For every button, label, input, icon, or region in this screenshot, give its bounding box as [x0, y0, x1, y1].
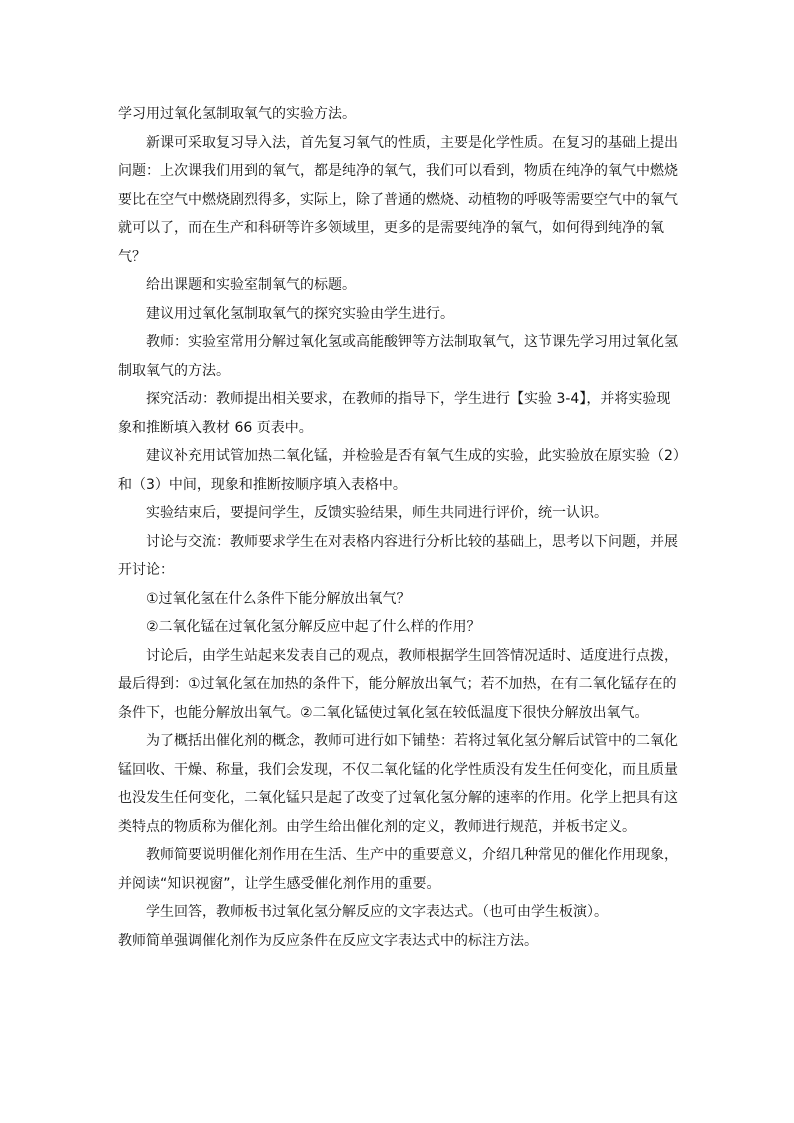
paragraph: 教师：实验室常用分解过氧化氢或高能酸钾等方法制取氧气，这节课先学习用过氧化氢制取氧气的方法。 [118, 334, 678, 379]
paragraph: 学生回答，教师板书过氧化氢分解反应的文字表达式。（也可由学生板演）。 [146, 904, 608, 920]
paragraph: 实验结束后，要提问学生，反馈实验结果，师生共同进行评价，统一认识。 [146, 505, 608, 521]
paragraph: 建议补充用试管加热二氧化锰，并检验是否有氧气生成的实验，此实验放在原实验（2）和（3）中间，现象和推断按顺序填入表格中。 [118, 448, 680, 493]
paragraph: 探究活动：教师提出相关要求，在教师的指导下，学生进行【实验 3-4】，并将实验现象和推断填入教材 66 页表中。 [118, 391, 671, 436]
question-item: ①过氧化氢在什么条件下能分解放出氧气？ [146, 590, 411, 607]
document-body [118, 100, 680, 955]
paragraph: 学习用过氧化氢制取氧气的实验方法。 [118, 106, 356, 122]
paragraph: 为了概括出催化剂的概念，教师可进行如下铺垫：若将过氧化氢分解后试管中的二氧化锰回收、干燥、称量，我们会发现，不仅二氧化锰的化学性质没有发生任何变化，而且质量也没发生任何变化，二氧化锰只是起了改变了过氧化氢分解的速率的作用。化学上把具有这类特点的物质称为催化剂。由学生给出催化剂的定义，教师进行规范，并板书定义。 [118, 733, 678, 835]
paragraph: 建议用过氧化氢制取氧气的探究实验由学生进行。 [146, 305, 454, 322]
paragraph: 给出课题和实验室制氧气的标题。 [146, 277, 356, 293]
question-item: ②二氧化锰在过氧化氢分解反应中起了什么样的作用？ [146, 619, 481, 635]
paragraph: 教师简要说明催化剂作用在生活、生产中的重要意义，介绍几种常见的催化作用现象，并阅读“知识视窗”，让学生感受催化剂作用的重要。 [118, 847, 678, 892]
paragraph: 讨论与交流：教师要求学生在对表格内容进行分析比较的基础上，思考以下问题，并展开讨论： [118, 533, 678, 578]
paragraph: 教师简单强调催化剂作为反应条件在反应文字表达式中的标注方法。 [118, 932, 538, 949]
paragraph: 讨论后，由学生站起来发表自己的观点，教师根据学生回答情况适时、适度进行点拨，最后得到：①过氧化氢在加热的条件下，能分解放出氧气；若不加热，在有二氧化锰存在的条件下，也能分解放出氧气。②二氧化锰使过氧化氢在较低温度下很快分解放出氧气。 [118, 647, 678, 721]
paragraph: 新课可采取复习导入法，首先复习氧气的性质，主要是化学性质。在复习的基础上提出问题：上次课我们用到的氧气，都是纯净的氧气，我们可以看到，物质在纯净的氧气中燃烧要比在空气中燃烧剧烈得多，实际上，除了普通的燃烧、动植物的呼吸等需要空气中的氧气就可以了，而在生产和科研等许多领域里，更多的是需要纯净的氧气，如何得到纯净的氧气？ [118, 134, 678, 265]
